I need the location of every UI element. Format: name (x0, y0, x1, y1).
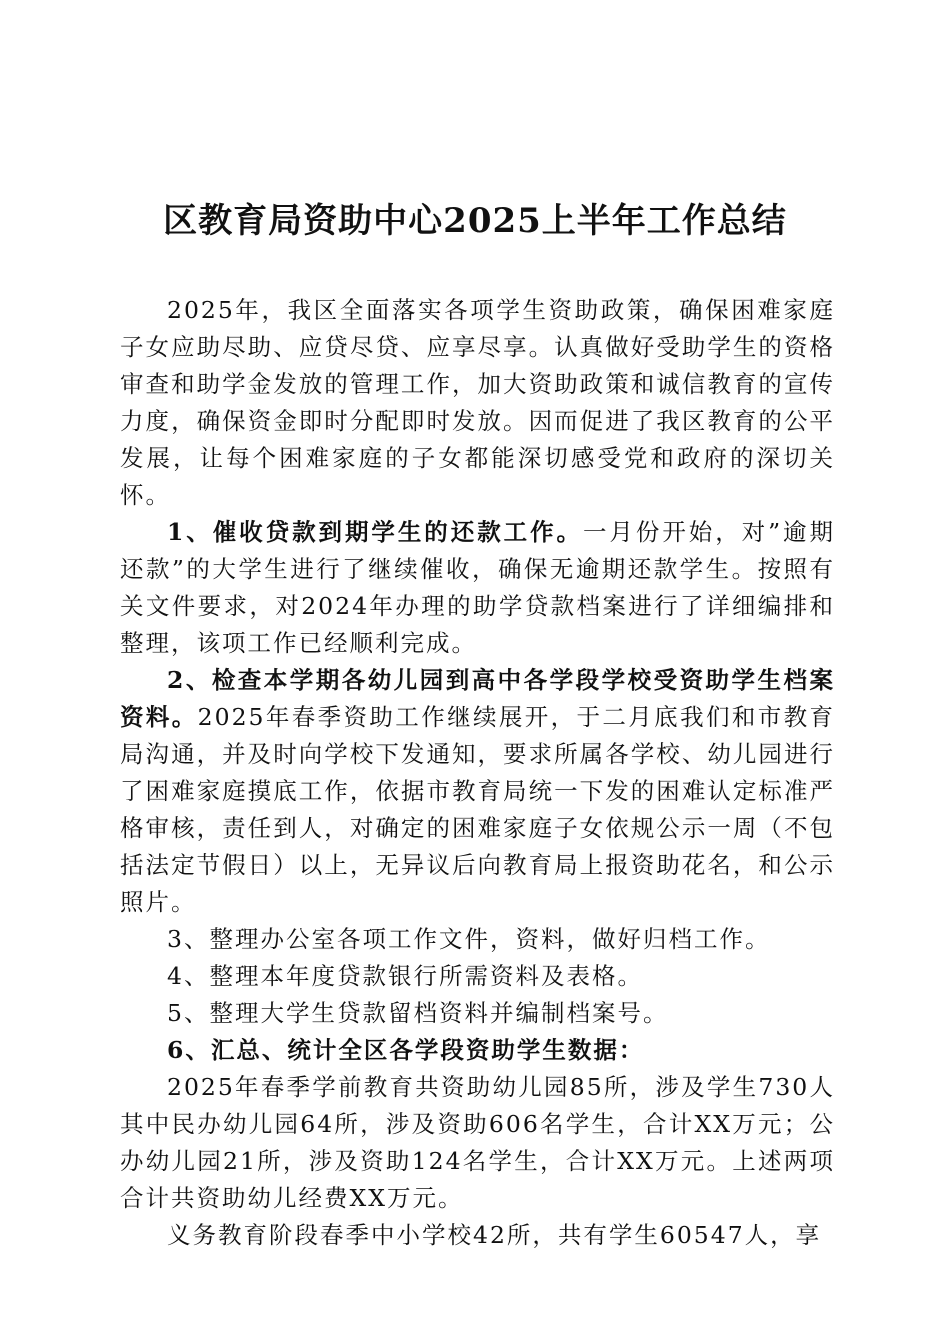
paragraph-compulsory (120, 1217, 835, 1254)
paragraph-heading: 1、催收贷款到期学生的还款工作。 (167, 518, 583, 546)
paragraph-text: 2025年春季学前教育共资助幼儿园85所，涉及学生730人其中民办幼儿园64所，涉及资助606名学生，合计XX万元；公办幼儿园21所，涉及资助124名学生，合计XX万元。上述两项合计共资助幼儿经费XX万元。 (120, 1073, 835, 1212)
paragraph-text: 5、整理大学生贷款留档资料并编制档案号。 (167, 999, 669, 1027)
document-body (120, 292, 835, 1254)
paragraph-item-6 (120, 1032, 835, 1069)
paragraph-intro (120, 292, 835, 514)
paragraph-text: 一月份开始，对”逾期还款”的大学生进行了继续催收，确保无逾期还款学生。按照有关文件要求，对2024年办理的助学贷款档案进行了详细编排和整理，该项工作已经顺利完成。 (120, 518, 836, 657)
document-title: 区教育局资助中心2025上半年工作总结 (163, 201, 787, 241)
paragraph-item-4 (120, 958, 835, 995)
paragraph-item-1 (120, 514, 835, 662)
paragraph-text: 3、整理办公室各项工作文件，资料，做好归档工作。 (167, 925, 771, 953)
paragraph-heading: 6、汇总、统计全区各学段资助学生数据： (167, 1036, 645, 1064)
paragraph-item-5 (120, 995, 835, 1032)
paragraph-text: 2025年，我区全面落实各项学生资助政策，确保困难家庭子女应助尽助、应贷尽贷、应享尽享。认真做好受助学生的资格审查和助学金发放的管理工作，加大资助政策和诚信教育的宣传力度，确保资金即时分配即时发放。因而促进了我区教育的公平发展，让每个困难家庭的子女都能深切感受党和政府的深切关怀。 (120, 296, 835, 509)
paragraph-item-2 (120, 662, 835, 921)
paragraph-item-3 (120, 921, 835, 958)
paragraph-text: 义务教育阶段春季中小学校42所，共有学生60547人，享 (167, 1221, 822, 1249)
paragraph-preschool (120, 1069, 835, 1217)
paragraph-heading: 2、检查本学期各幼儿园到高中各学段学校受资助学生档案资料。 (120, 666, 835, 731)
paragraph-text: 2025年春季资助工作继续展开，于二月底我们和市教育局沟通，并及时向学校下发通知，要求所属各学校、幼儿园进行了困难家庭摸底工作，依据市教育局统一下发的困难认定标准严格审核，责任到人，对确定的困难家庭子女依规公示一周（不包括法定节假日）以上，无异议后向教育局上报资助花名，和公示照片。 (120, 703, 836, 916)
paragraph-text: 4、整理本年度贷款银行所需资料及表格。 (167, 962, 643, 990)
